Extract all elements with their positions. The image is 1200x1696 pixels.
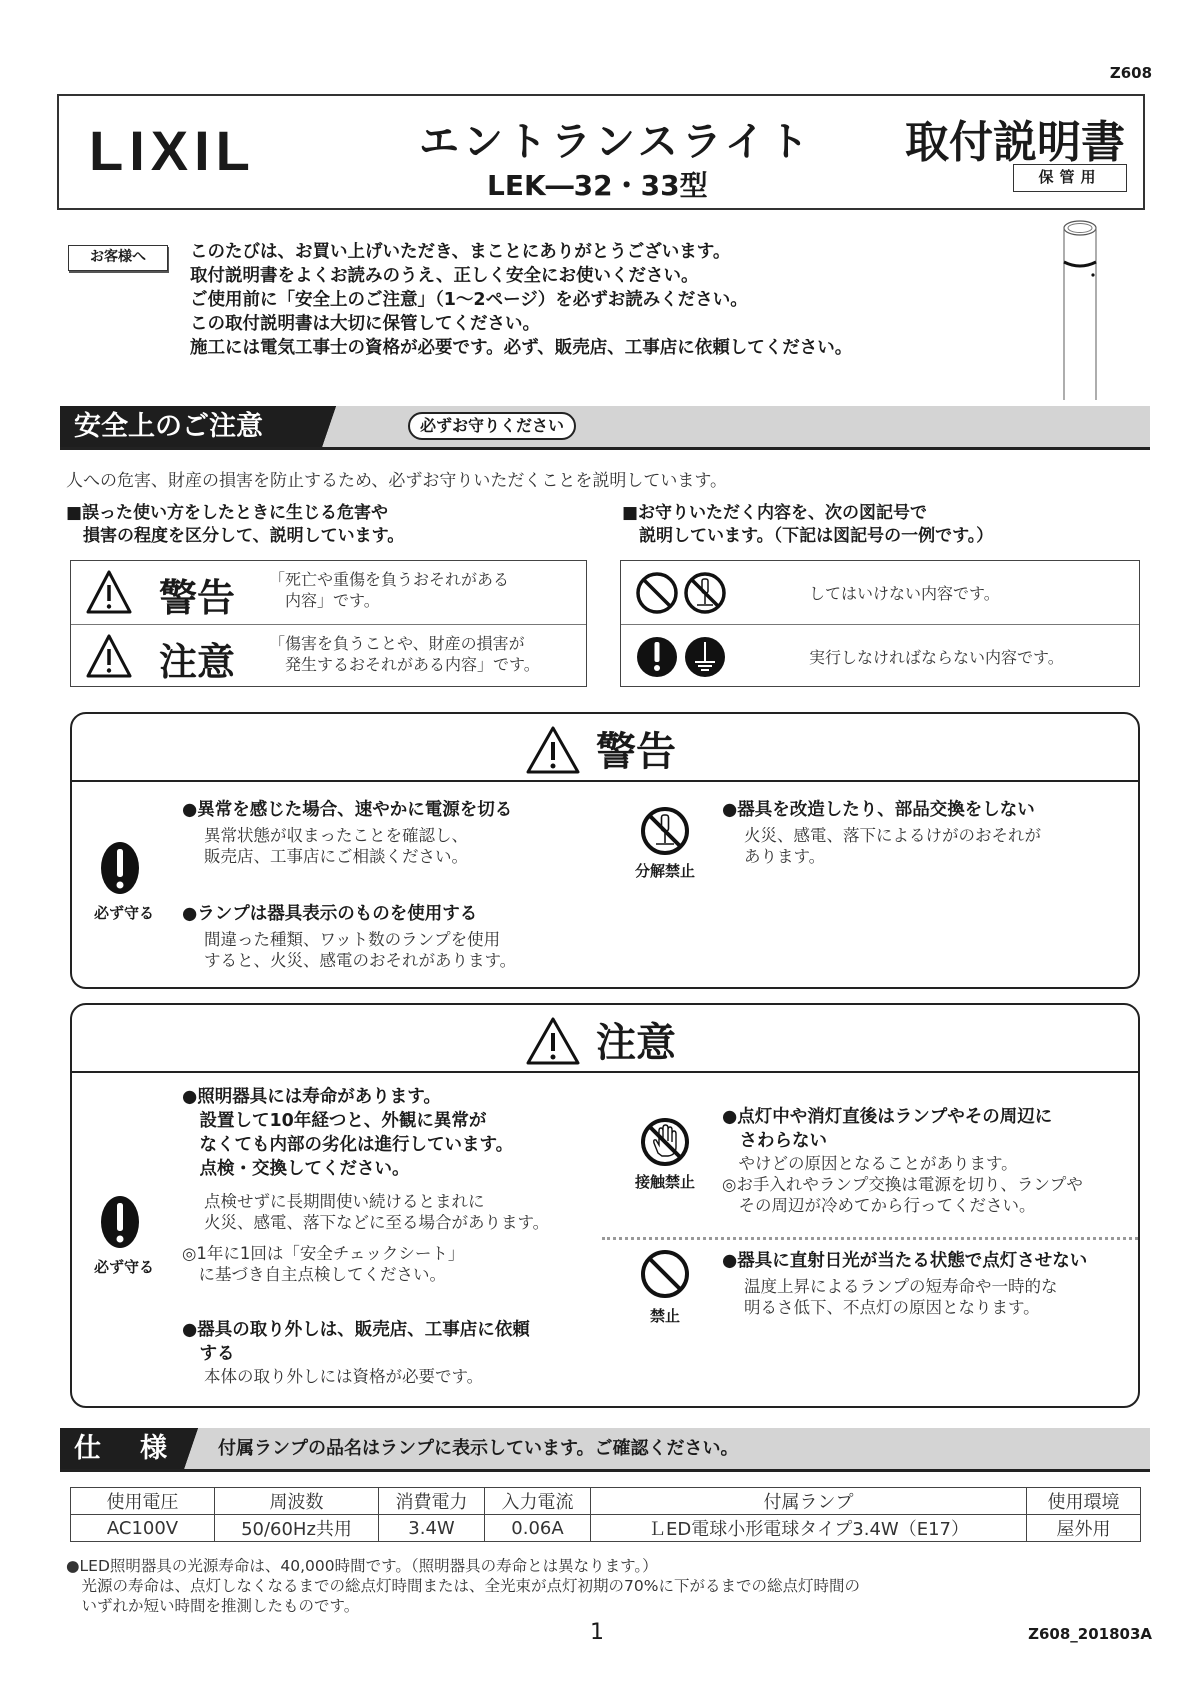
- safety-section-title: 安全上のご注意: [60, 406, 322, 447]
- spec-col-header: 周波数: [215, 1488, 379, 1515]
- spec-lamp: ＬED電球小形電球タイプ3.4W（E17）: [591, 1515, 1027, 1542]
- caution-panel: [70, 1003, 1140, 1408]
- spec-col-header: 使用電圧: [71, 1488, 215, 1515]
- symbol-desc: してはいけない内容です。: [809, 584, 1000, 603]
- body-line: 本体の取り外しには資格が必要です。: [204, 1367, 484, 1386]
- symbols-heading: [622, 502, 993, 548]
- level-word: 注意: [159, 640, 236, 684]
- caution-panel-header: [72, 1005, 1138, 1073]
- heading-line: 説明しています。（下記は図記号の一例です。）: [622, 526, 994, 546]
- item-heading: ●器具を改造したり、部品交換をしない: [722, 800, 1035, 820]
- legend-row-mandatory: [621, 624, 1139, 686]
- product-name: エントランスライト: [419, 119, 813, 165]
- caution-triangle-icon: [85, 633, 133, 679]
- item-heading: [182, 1318, 530, 1366]
- body-line: 間違った種類、ワット数のランプを使用: [204, 930, 501, 949]
- desc-line: 内容」です。: [269, 591, 380, 610]
- desc-line: 発生するおそれがある内容」です。: [269, 655, 540, 674]
- body-line: すると、火災、感電のおそれがあります。: [204, 951, 517, 970]
- safety-section-bar: [60, 406, 1150, 450]
- item-body: [182, 929, 516, 971]
- icon-caption: 必ず守る: [93, 1258, 154, 1276]
- document-revision: Z608_201803A: [1028, 1625, 1152, 1643]
- legend-row-prohibited: [621, 561, 1139, 623]
- spec-col-header: 入力電流: [485, 1488, 591, 1515]
- icon-caption: 接触禁止: [634, 1173, 695, 1191]
- intro-line: ご使用前に「安全上のご注意」（1～2ページ）を必ずお読みください。: [190, 290, 748, 310]
- no-touch-icon: [640, 1117, 690, 1167]
- note-line: いずれか短い時間を推測したものです。: [66, 1597, 360, 1615]
- mandatory-icon: [637, 637, 677, 677]
- heading-line: さわらない: [722, 1131, 827, 1151]
- heading-line: ■お守りいただく内容を、次の図記号で: [622, 503, 928, 523]
- note-line: ●LED照明器具の光源寿命は、40,000時間です。（照明器具の寿命とは異なります。）: [66, 1557, 658, 1575]
- safety-lead: 人への危害、財産の損害を防止するため、必ずお守りいただくことを説明しています。: [66, 471, 727, 491]
- body-line: 点検せずに長期間使い続けるとまれに: [204, 1192, 485, 1211]
- lamp-illustration-icon: [1060, 218, 1100, 404]
- spec-value-row: [71, 1515, 1141, 1542]
- heading-line: する: [182, 1344, 235, 1364]
- level-desc: [269, 633, 540, 675]
- note-line: 光源の寿命は、点灯しなくなるまでの総点灯時間または、全光束が点灯初期の70%に下がるまでの総点灯時間の: [66, 1577, 860, 1595]
- warning-triangle-icon: [525, 725, 581, 775]
- note-line: ◎1年に1回は「安全チェックシート」: [182, 1244, 465, 1263]
- icon-caption: 必ず守る: [93, 904, 154, 922]
- item-note: [182, 1243, 549, 1285]
- spec-section-bar: [60, 1428, 1150, 1472]
- item-body: [722, 1276, 1087, 1318]
- warning-triangle-icon: [85, 569, 133, 615]
- spec-power: 3.4W: [379, 1515, 485, 1542]
- body-line: 温度上昇によるランプの短寿命や一時的な: [744, 1277, 1058, 1296]
- body-line: あります。: [744, 847, 826, 866]
- spec-col-header: 付属ランプ: [591, 1488, 1027, 1515]
- mandatory-icon: [100, 1195, 140, 1249]
- level-desc: [269, 569, 509, 611]
- intro-line: このたびは、お買い上げいただき、まことにありがとうございます。: [190, 242, 731, 262]
- heading-line: なくても内部の劣化は進行しています。: [182, 1135, 514, 1155]
- body-line: ◎お手入れやランプ交換は電源を切り、ランプや: [722, 1175, 1083, 1194]
- heading-line: ■誤った使い方をしたときに生じる危害や: [66, 503, 389, 523]
- body-line: 異常状態が収まったことを確認し、: [204, 826, 468, 845]
- spec-environment: 屋外用: [1027, 1515, 1141, 1542]
- customer-tag: お客様へ: [68, 245, 168, 271]
- spec-section-title: 仕 様: [60, 1428, 184, 1469]
- body-line: 火災、感電、落下によるけがのおそれが: [744, 826, 1041, 845]
- header-box: [57, 94, 1145, 210]
- body-line: 販売店、工事店にご相談ください。: [204, 847, 468, 866]
- document-code: Z608: [1109, 64, 1152, 82]
- spec-table: [70, 1487, 1141, 1542]
- body-line: 明るさ低下、不点灯の原因となります。: [744, 1298, 1040, 1317]
- symbols-legend: [620, 560, 1140, 687]
- heading-line: 点検・交換してください。: [182, 1159, 410, 1179]
- prohibited-icon: [638, 574, 676, 612]
- spec-frequency: 50/60Hz共用: [215, 1515, 379, 1542]
- spec-col-header: 消費電力: [379, 1488, 485, 1515]
- mandatory-icons: [635, 635, 735, 679]
- caution-item-no-touch: [722, 1105, 1083, 1216]
- no-disassembly-icon: [686, 574, 724, 612]
- severity-legend: [70, 560, 587, 687]
- item-body: [722, 825, 1041, 867]
- item-body: [182, 1191, 549, 1233]
- body-line: 火災、感電、落下などに至る場合があります。: [204, 1213, 550, 1232]
- keep-badge: 保管用: [1013, 164, 1127, 192]
- intro-line: 施工には電気工事士の資格が必要です。必ず、販売店、工事店に依頼してください。: [190, 338, 853, 358]
- model-number: LEK―32・33型: [487, 169, 708, 202]
- caution-item-sunlight: [722, 1249, 1087, 1318]
- icon-caption: 禁止: [649, 1307, 680, 1325]
- warning-panel: [70, 712, 1140, 989]
- heading-line: ●照明器具には寿命があります。: [182, 1087, 441, 1107]
- manual-title: 取付説明書: [905, 117, 1125, 168]
- brand-logo: LIXIL: [89, 119, 256, 182]
- desc-line: 「死亡や重傷を負うおそれがある: [269, 570, 510, 589]
- heading-line: 設置して10年経つと、外観に異常が: [182, 1111, 487, 1131]
- no-disassembly-icon: [640, 806, 690, 856]
- body-line: その周辺が冷めてから行ってください。: [722, 1196, 1036, 1215]
- dotted-divider: [602, 1237, 1138, 1240]
- item-heading: ●器具に直射日光が当たる状態で点灯させない: [722, 1251, 1088, 1271]
- spec-header-row: [71, 1488, 1141, 1515]
- page-number: 1: [590, 1620, 604, 1645]
- warning-item: [182, 798, 512, 867]
- item-heading: ●異常を感じた場合、速やかに電源を切る: [182, 800, 513, 820]
- item-body: [722, 1153, 1083, 1216]
- item-heading: [722, 1105, 1083, 1153]
- desc-line: 「傷害を負うことや、財産の損害が: [269, 634, 525, 653]
- warning-panel-title: 警告: [596, 729, 676, 775]
- icon-caption: 分解禁止: [634, 862, 695, 880]
- caution-triangle-icon: [525, 1016, 581, 1066]
- caution-panel-title: 注意: [596, 1020, 676, 1066]
- caution-item-lifespan: [182, 1085, 549, 1285]
- level-word: 警告: [159, 576, 236, 620]
- warning-panel-header: [72, 714, 1138, 782]
- customer-intro: [190, 240, 852, 360]
- note-line: に基づき自主点検してください。: [182, 1265, 446, 1284]
- heading-line: ●器具の取り外しは、販売店、工事店に依頼: [182, 1320, 530, 1340]
- item-heading: ●ランプは器具表示のものを使用する: [182, 904, 478, 924]
- intro-line: この取付説明書は大切に保管してください。: [190, 314, 540, 334]
- caution-item-removal: [182, 1318, 530, 1387]
- mandatory-icon: [100, 841, 140, 895]
- intro-line: 取付説明書をよくお読みのうえ、正しく安全にお使いください。: [190, 266, 699, 286]
- warning-item: [722, 798, 1041, 867]
- item-body: [182, 1366, 530, 1387]
- item-body: [182, 825, 512, 867]
- prohibited-icons: [635, 571, 735, 615]
- heading-line: ●点灯中や消灯直後はランプやその周辺に: [722, 1107, 1053, 1127]
- body-line: やけどの原因となることがあります。: [722, 1154, 1018, 1173]
- heading-line: 損害の程度を区分して、説明しています。: [66, 526, 405, 546]
- warning-item: [182, 902, 516, 971]
- levels-heading: [66, 502, 404, 548]
- spec-voltage: AC100V: [71, 1515, 215, 1542]
- ground-icon: [685, 637, 725, 677]
- legend-row-caution: [71, 624, 586, 686]
- symbol-desc: 実行しなければならない内容です。: [809, 648, 1064, 667]
- spec-col-header: 使用環境: [1027, 1488, 1141, 1515]
- prohibited-icon: [640, 1249, 690, 1299]
- spec-section-subtitle: 付属ランプの品名はランプに表示しています。ご確認ください。: [218, 1438, 739, 1459]
- must-follow-pill: 必ずお守りください: [408, 412, 576, 440]
- led-lifespan-note: [66, 1556, 860, 1616]
- item-heading: [182, 1085, 549, 1181]
- spec-current: 0.06A: [485, 1515, 591, 1542]
- legend-row-warning: [71, 561, 586, 623]
